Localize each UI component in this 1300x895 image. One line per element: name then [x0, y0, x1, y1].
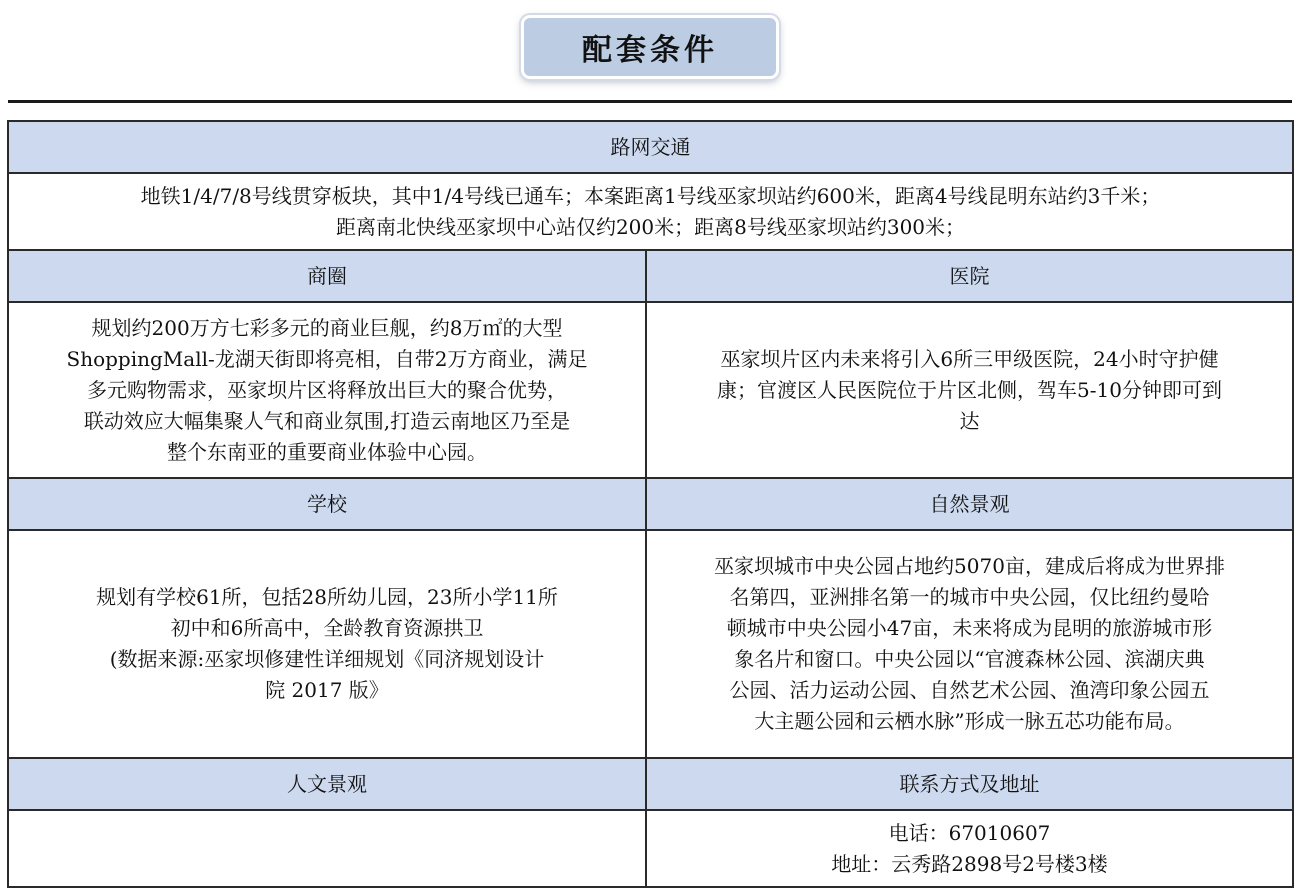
commerce-content	[8, 302, 646, 478]
nature-line: 象名片和窗口。中央公园以“官渡森林公园、滨湖庆典	[734, 647, 1205, 671]
nature-line: 大主题公园和云栖水脉”形成一脉五芯功能布局。	[754, 709, 1185, 733]
nature-content	[646, 530, 1293, 758]
hospital-line: 康；官渡区人民医院位于片区北侧，驾车5-10分钟即可到	[717, 377, 1222, 402]
nature-line: 公园、活力运动公园、自然艺术公园、渔湾印象公园五	[729, 678, 1210, 702]
commerce-line: 联动效应大幅集聚人气和商业氛围,打造云南地区乃至是	[83, 408, 571, 433]
page-title: 配套条件	[582, 33, 718, 68]
title-badge	[521, 15, 779, 79]
facilities-table	[7, 120, 1294, 888]
divider-rule	[8, 100, 1292, 103]
transport-line: 地铁1/4/7/8号线贯穿板块，其中1/4号线已通车；本案距离1号线巫家坝站约600米，距离4号线昆明东站约3千米；	[140, 183, 1161, 208]
hospital-line: 达	[959, 408, 980, 433]
culture-heading: 人文景观	[8, 758, 646, 810]
nature-heading: 自然景观	[646, 478, 1293, 530]
transport-line: 距离南北快线巫家坝中心站仅约200米；距离8号线巫家坝站约300米；	[335, 214, 966, 239]
commerce-line: 规划约200万方七彩多元的商业巨舰，约8万㎡的大型	[91, 315, 563, 340]
contact-phone: 电话：67010607	[888, 820, 1051, 845]
hospital-line: 巫家坝片区内未来将引入6所三甲级医院，24小时守护健	[720, 346, 1219, 371]
school-content	[8, 530, 646, 758]
culture-content	[8, 810, 646, 887]
nature-line: 名第四，亚洲排名第一的城市中央公园，仅比纽约曼哈	[729, 585, 1210, 609]
hospital-content	[646, 302, 1293, 478]
hospital-heading: 医院	[646, 250, 1293, 302]
contact-address: 地址：云秀路2898号2号楼3楼	[831, 851, 1108, 876]
nature-line: 顿城市中央公园小47亩，未来将成为昆明的旅游城市形	[726, 616, 1213, 640]
school-line: 规划有学校61所，包括28所幼儿园，23所小学11所	[96, 585, 558, 609]
school-heading: 学校	[8, 478, 646, 530]
commerce-line: 多元购物需求，巫家坝片区将释放出巨大的聚合优势，	[87, 377, 567, 402]
school-line: 初中和6所高中，全龄教育资源拱卫	[170, 616, 484, 640]
school-line: 院 2017 版》	[265, 678, 389, 702]
nature-line: 巫家坝城市中央公园占地约5070亩，建成后将成为世界排	[714, 554, 1225, 578]
commerce-line: ShoppingMall-龙湖天街即将亮相，自带2万方商业，满足	[66, 346, 588, 371]
school-line: (数据来源:巫家坝修建性详细规划《同济规划设计	[109, 647, 545, 671]
transport-content	[8, 173, 1293, 250]
contact-heading: 联系方式及地址	[646, 758, 1293, 810]
contact-content	[646, 810, 1293, 887]
commerce-heading: 商圈	[8, 250, 646, 302]
commerce-line: 整个东南亚的重要商业体验中心园。	[167, 439, 487, 464]
transport-heading: 路网交通	[8, 121, 1293, 173]
